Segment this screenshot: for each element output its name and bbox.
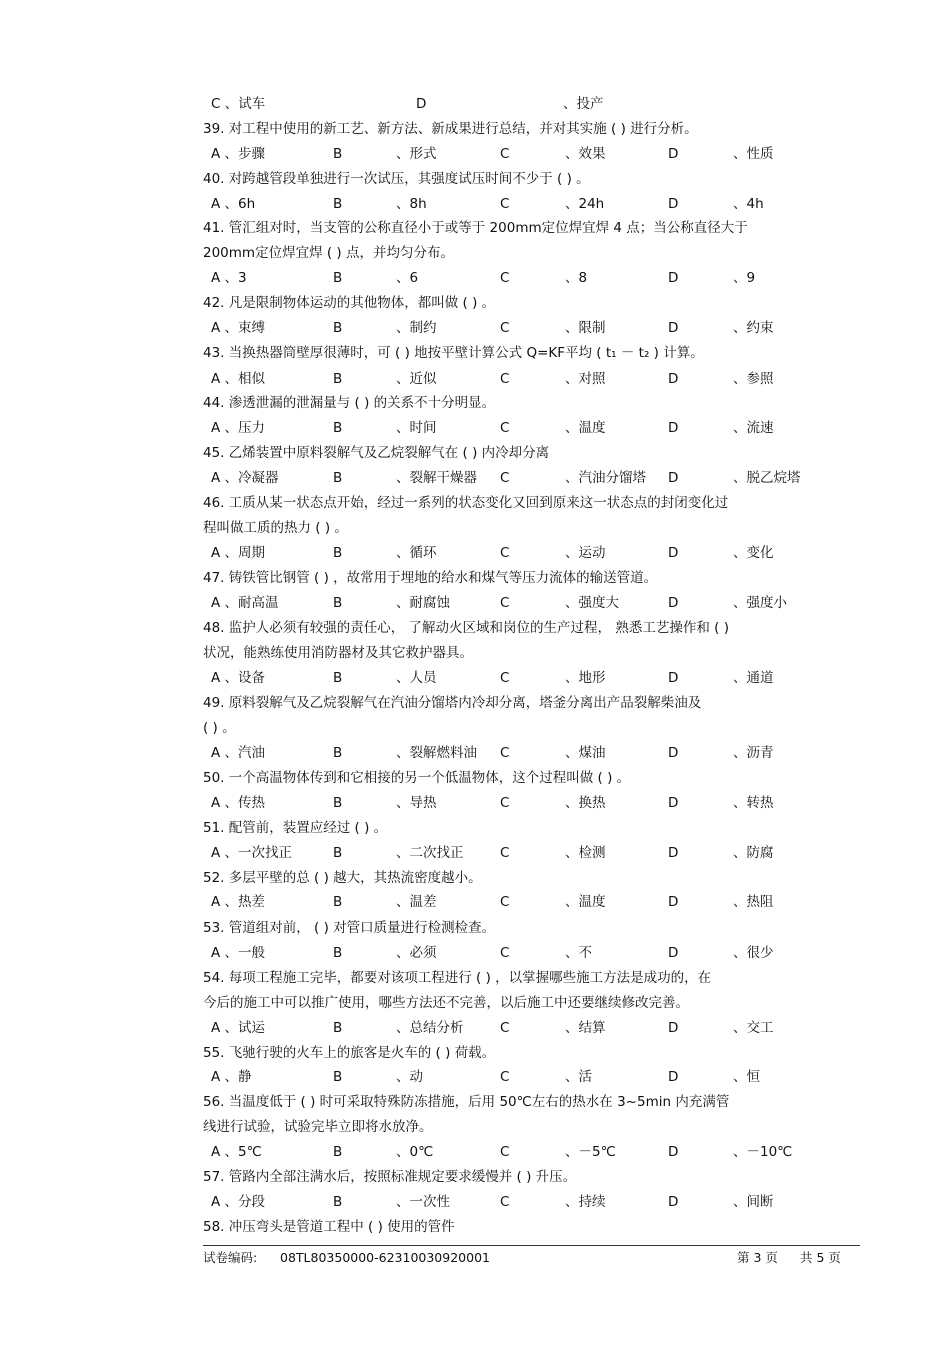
question-text-line [0,243,950,263]
answer-option: 、4h [733,196,764,212]
question-text: 43. 当换热器筒壁厚很薄时，可 ( ) 地按平壁计算公式 Q=KF平均 ( t₁ － t₂ ) 计算。 [203,345,704,361]
answer-option: B [333,270,343,286]
answer-option: 、参照 [733,371,774,387]
answer-option: 、循环 [396,545,437,561]
answer-option: 、恒 [733,1069,760,1085]
answer-option: C [500,1194,510,1210]
answer-option: D [668,845,679,861]
answer-option: D [668,795,679,811]
answer-option: A 、汽油 [211,745,266,761]
question-text: 51. 配管前，装置应经过 ( ) 。 [203,820,388,836]
answer-option: 、温度 [565,894,606,910]
answer-option: 、限制 [565,320,606,336]
question-text: 55. 飞驰行驶的火车上的旅客是火车的 ( ) 荷载。 [203,1045,496,1061]
question-text-line [0,343,950,363]
answer-option: 、性质 [733,146,774,162]
answer-option: B [333,146,343,162]
answer-option: A 、束缚 [211,320,266,336]
question-text: 200mm定位焊宜焊 ( ) 点，并均匀分布。 [203,245,454,261]
answer-option: 、裂解干燥器 [396,470,477,486]
answer-option: B [333,1069,343,1085]
question-text: 41. 管汇组对时，当支管的公称直径小于或等于 200mm定位焊宜焊 4 点；当公称直径大于 [203,220,748,236]
answer-option: 、约束 [733,320,774,336]
answer-option: 、二次找正 [396,845,464,861]
answer-options-row [0,668,950,688]
answer-options-row [0,369,950,389]
answer-option: D [416,96,427,112]
answer-options-row [0,1142,950,1162]
question-text: 49. 原料裂解气及乙烷裂解气在汽油分馏塔内冷却分离，塔釜分离出产品裂解柴油及 [203,695,702,711]
answer-options-row [0,943,950,963]
answer-option: 、煤油 [565,745,606,761]
answer-option: B [333,945,343,961]
answer-option: 、换热 [565,795,606,811]
answer-options-row [0,892,950,912]
answer-option: 、地形 [565,670,606,686]
answer-option: 、间断 [733,1194,774,1210]
answer-options-row [0,1067,950,1087]
answer-option: 、持续 [565,1194,606,1210]
answer-option: 、交工 [733,1020,774,1036]
question-text-line [0,868,950,888]
answer-options-row [0,843,950,863]
question-text: 56. 当温度低于 ( ) 时可采取特殊防冻措施，后用 50℃左右的热水在 3~5min 内充满管 [203,1094,730,1110]
answer-option: A 、冷凝器 [211,470,279,486]
footer-divider [203,1245,860,1246]
answer-option: D [668,1194,679,1210]
answer-option: C [500,795,510,811]
answer-option: 、投产 [563,96,604,112]
question-text-line [0,493,950,513]
answer-option: 、脱乙烷塔 [733,470,801,486]
answer-option: 、6 [396,270,419,286]
answer-option: D [668,595,679,611]
answer-option: D [668,420,679,436]
question-text: 状况，能熟练使用消防器材及其它救护器具。 [203,645,473,661]
answer-option: 、耐腐蚀 [396,595,450,611]
answer-option: A 、步骤 [211,146,266,162]
question-text: 线进行试验，试验完毕立即将水放净。 [203,1119,433,1135]
answer-option: B [333,894,343,910]
answer-option: C 、试车 [211,96,266,112]
answer-option: 、运动 [565,545,606,561]
question-text-line [0,718,950,738]
answer-option: 、制约 [396,320,437,336]
answer-option: 、－10℃ [733,1144,793,1160]
answer-option: 、近似 [396,371,437,387]
question-text-line [0,993,950,1013]
answer-option: 、不 [565,945,592,961]
question-text-line [0,119,950,139]
answer-options-row [0,543,950,563]
answer-option: D [668,670,679,686]
answer-option: C [500,894,510,910]
answer-option: 、0℃ [396,1144,434,1160]
question-text-line [0,1167,950,1187]
answer-option: A 、一次找正 [211,845,293,861]
answer-option: 、温度 [565,420,606,436]
answer-options-row [0,144,950,164]
answer-option: 、导热 [396,795,437,811]
question-text-line [0,293,950,313]
question-text: 40. 对跨越管段单独进行一次试压，其强度试压时间不少于 ( ) 。 [203,171,590,187]
answer-option: C [500,670,510,686]
answer-option: 、变化 [733,545,774,561]
question-text-line [0,768,950,788]
answer-option: 、动 [396,1069,423,1085]
answer-option: B [333,371,343,387]
answer-option: 、9 [733,270,756,286]
question-text: 程叫做工质的热力 ( ) 。 [203,520,348,536]
answer-option: 、温差 [396,894,437,910]
question-text-line [0,1092,950,1112]
answer-option: 、时间 [396,420,437,436]
answer-option: D [668,270,679,286]
answer-option: 、形式 [396,146,437,162]
answer-option: B [333,545,343,561]
answer-option: 、8h [396,196,427,212]
answer-options-row [0,268,950,288]
answer-option: C [500,1020,510,1036]
answer-option: A 、5℃ [211,1144,262,1160]
answer-option: D [668,1020,679,1036]
answer-options-row [0,418,950,438]
answer-option: 、结算 [565,1020,606,1036]
answer-option: 、防腐 [733,845,774,861]
question-text: 54. 每项工程施工完毕，都要对该项工程进行 ( ) ，以掌握哪些施工方法是成功的，在 [203,970,712,986]
answer-options-row [0,468,950,488]
answer-options-row [0,1018,950,1038]
question-text-line [0,1217,950,1237]
answer-option: 、对照 [565,371,606,387]
answer-option: A 、热差 [211,894,266,910]
answer-option: A 、分段 [211,1194,266,1210]
answer-option: B [333,1144,343,1160]
answer-option: 、强度大 [565,595,619,611]
question-text-line [0,693,950,713]
answer-options-row [0,793,950,813]
question-text: 今后的施工中可以推广使用，哪些方法还不完善，以后施工中还要继续修改完善。 [203,995,689,1011]
answer-option: 、一次性 [396,1194,450,1210]
answer-option: C [500,1069,510,1085]
answer-option: A 、周期 [211,545,266,561]
question-text: ( ) 。 [203,720,236,736]
answer-option: C [500,371,510,387]
answer-option: B [333,845,343,861]
page-current: 第 3 页 [737,1250,778,1265]
answer-option: 、24h [565,196,605,212]
answer-option: 、裂解燃料油 [396,745,477,761]
question-text-line [0,443,950,463]
answer-option: D [668,371,679,387]
question-text-line [0,643,950,663]
answer-option: C [500,745,510,761]
question-text-line [0,169,950,189]
question-text: 58. 冲压弯头是管道工程中 ( ) 使用的管件 [203,1219,455,1235]
answer-option: 、总结分析 [396,1020,464,1036]
answer-option: 、检测 [565,845,606,861]
question-text-line [0,568,950,588]
exam-code-label: 试卷编码: [203,1250,258,1265]
answer-option: D [668,745,679,761]
answer-option: B [333,470,343,486]
answer-option: D [668,146,679,162]
answer-option: 、很少 [733,945,774,961]
answer-option: 、汽油分馏塔 [565,470,646,486]
answer-options-row [0,94,950,114]
question-text: 57. 管路内全部注满水后，按照标准规定要求缓慢并 ( ) 升压。 [203,1169,577,1185]
question-text: 45. 乙烯装置中原料裂解气及乙烷裂解气在 ( ) 内冷却分离 [203,445,550,461]
answer-option: D [668,470,679,486]
answer-option: C [500,595,510,611]
answer-option: C [500,146,510,162]
answer-option: A 、试运 [211,1020,266,1036]
answer-option: B [333,745,343,761]
question-text: 46. 工质从某一状态点开始，经过一系列的状态变化又回到原来这一状态点的封闭变化过 [203,495,729,511]
answer-option: A 、3 [211,270,247,286]
answer-option: B [333,595,343,611]
question-text: 53. 管道组对前， ( ) 对管口质量进行检测检查。 [203,920,496,936]
answer-option: 、转热 [733,795,774,811]
question-text: 42. 凡是限制物体运动的其他物体，都叫做 ( ) 。 [203,295,496,311]
answer-option: D [668,894,679,910]
answer-option: A 、6h [211,196,256,212]
answer-option: B [333,320,343,336]
answer-option: A 、耐高温 [211,595,279,611]
answer-option: D [668,196,679,212]
answer-option: A 、设备 [211,670,266,686]
question-text: 50. 一个高温物体传到和它相接的另一个低温物体，这个过程叫做 ( ) 。 [203,770,631,786]
answer-option: 、－5℃ [565,1144,616,1160]
question-text: 44. 渗透泄漏的泄漏量与 ( ) 的关系不十分明显。 [203,395,496,411]
answer-option: 、8 [565,270,588,286]
question-text-line [0,1043,950,1063]
answer-option: 、效果 [565,146,606,162]
answer-option: C [500,196,510,212]
answer-options-row [0,194,950,214]
answer-option: A 、传热 [211,795,266,811]
answer-option: C [500,470,510,486]
question-text-line [0,393,950,413]
answer-option: 、活 [565,1069,592,1085]
question-text-line [0,818,950,838]
answer-option: C [500,945,510,961]
answer-option: B [333,196,343,212]
answer-option: C [500,845,510,861]
answer-option: A 、静 [211,1069,252,1085]
answer-option: D [668,1069,679,1085]
answer-option: D [668,545,679,561]
answer-option: 、流速 [733,420,774,436]
exam-code-value: 08TL80350000-62310030920001 [280,1250,490,1265]
answer-option: C [500,420,510,436]
answer-option: A 、压力 [211,420,266,436]
question-text-line [0,618,950,638]
answer-option: B [333,670,343,686]
page-total: 共 5 页 [800,1250,841,1265]
answer-option: C [500,320,510,336]
answer-option: D [668,1144,679,1160]
question-text-line [0,1117,950,1137]
answer-option: 、通道 [733,670,774,686]
answer-option: C [500,1144,510,1160]
answer-option: A 、一般 [211,945,266,961]
answer-option: 、必须 [396,945,437,961]
answer-options-row [0,1192,950,1212]
answer-options-row [0,318,950,338]
answer-option: B [333,420,343,436]
question-text-line [0,968,950,988]
answer-option: 、热阻 [733,894,774,910]
answer-option: C [500,270,510,286]
answer-option: D [668,320,679,336]
question-text-line [0,518,950,538]
answer-option: 、强度小 [733,595,787,611]
answer-option: B [333,795,343,811]
answer-option: B [333,1020,343,1036]
question-text-line [0,918,950,938]
question-text: 52. 多层平壁的总 ( ) 越大，其热流密度越小。 [203,870,482,886]
answer-option: A 、相似 [211,371,266,387]
answer-option: 、人员 [396,670,437,686]
question-text: 48. 监护人必须有较强的责任心， 了解动火区域和岗位的生产过程， 熟悉工艺操作和 ( ) [203,620,729,636]
answer-option: D [668,945,679,961]
answer-options-row [0,743,950,763]
question-text: 47. 铸铁管比钢管 ( ) ，故常用于埋地的给水和煤气等压力流体的输送管道。 [203,570,658,586]
question-text-line [0,218,950,238]
answer-option: 、沥青 [733,745,774,761]
answer-option: C [500,545,510,561]
question-text: 39. 对工程中使用的新工艺、新方法、新成果进行总结，并对其实施 ( ) 进行分析。 [203,121,698,137]
answer-options-row [0,593,950,613]
answer-option: B [333,1194,343,1210]
